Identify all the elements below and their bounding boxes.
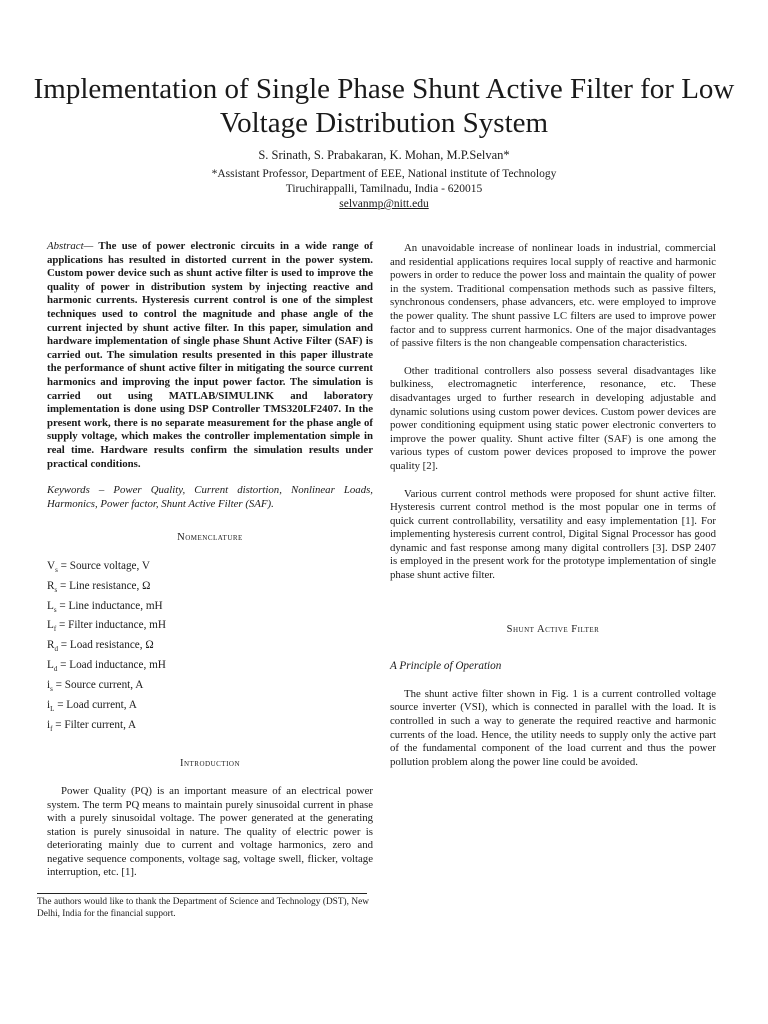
footnote: The authors would like to thank the Department of Science and Technology (DST), New Delhi, India for the financial support. [37, 897, 369, 919]
nomenclature-item: $R_d$ = Load resistance, Ω [47, 639, 154, 654]
nomenclature-item: $R_s$ = Line resistance, Ω [47, 579, 151, 594]
paper-title: Implementation of Single Phase Shunt Active Filter for Low Voltage Distribution System [33, 73, 735, 139]
nomenclature-item: $L_s$ = Line inductance, mH [47, 599, 163, 614]
intro-paragraph-4: Various current control methods were proposed for shunt active filter. Hysteresis current control method is the most popular one in terms of quick current controllability, versatility and easy implementation [1]. For implementing hysteresis current control, Digital Signal Processor has good dynamic and fast response among many digital controllers [3]. DSP 2407 is employed in the present work for the prototype implementation of single phase shunt active filter. [390, 487, 716, 582]
nomenclature-item: $V_s$ = Source voltage, V [47, 559, 150, 575]
saf-heading: Shunt Active Filter [506, 623, 600, 635]
right-column [390, 242, 716, 769]
nomenclature-item: $L_f$ = Filter inductance, mH [47, 619, 166, 634]
intro-paragraph-1: Power Quality (PQ) is an important measure of an electrical power system. The term PQ means to maintain purely sinusoidal current in phase with a purely sinusoidal voltage. The power generated at the generating station is purely sinusoidal in nature. The quality of electric power is deteriorating mainly due to current and voltage harmonics, zero and negative sequence components, voltage sag, voltage swell, flicker, voltage interruption, etc. [1]. [47, 784, 373, 879]
affiliation: *Assistant Professor, Department of EEE, National institute of Technology [211, 168, 557, 180]
nomenclature-item: $i_s$ = Source current, A [47, 678, 144, 694]
nomenclature-heading: Nomenclature [177, 532, 243, 544]
location: Tiruchirappalli, Tamilnadu, India - 620015 [285, 183, 483, 195]
nomenclature-item: $i_L$ = Load current, A [47, 698, 137, 713]
affiliation-block [0, 167, 768, 212]
abstract [47, 240, 373, 471]
author-email: selvanmp@nitt.edu [339, 198, 429, 210]
saf-paragraph: The shunt active filter shown in Fig. 1 is a current controlled voltage source inverter (VSI), which is connected in parallel with the load. It is controlled in such a way to generate the required reactive and harmonic currents of the load. Hence, the utility needs to supply only the active part of the fundamental component of the load current and thus the power pollution problem along the power line could be avoided. [390, 687, 716, 768]
footnote-divider [37, 893, 367, 894]
abstract-lead: Abstract— [47, 240, 94, 252]
introduction-heading: Introduction [179, 758, 241, 770]
intro-paragraph-3: Other traditional controllers also possess several disadvantages like bulkiness, electromagnetic interference, resonance, etc. These disadvantages urged to further research in developing adjustable and dynamic solutions using custom power devices. Custom power devices are power conditioning equipment using static power electronic converters to improve the power quality. Shunt active filter (SAF) is one among the various types of custom power devices proposed to improve the power quality [2]. [390, 364, 716, 472]
left-column [47, 240, 373, 880]
nomenclature-item: $L_d$ = Load inductance, mH [47, 659, 166, 674]
intro-paragraph-2: An unavoidable increase of nonlinear loads in industrial, commercial and residential applications requires local supply of reactive and harmonic powers in order to reduce the power loss and maintain the quality of power in the system. Traditional compensation methods such as passive filters, synchronous condensers, phase advancers, etc. were employed to improve the power quality. The shunt passive LC filters are used to improve power factor and to suppress current harmonics. One of the major disadvantages of passive filters is the non changeable compensation characteristics. [390, 242, 716, 350]
nomenclature-item: $i_f$ = Filter current, A [47, 718, 137, 733]
nomenclature-list [47, 559, 373, 737]
author-list: S. Srinath, S. Prabakaran, K. Mohan, M.P.Selvan* [258, 148, 510, 162]
keywords: Keywords – Power Quality, Current distortion, Nonlinear Loads, Harmonics, Power factor, Shunt Active Filter (SAF). [47, 484, 373, 510]
abstract-body: The use of power electronic circuits in a wide range of applications has resulted in distorted current in the power system. Custom power device such as shunt active filter is used to improve the quality of power in distribution system by injecting reactive and harmonic currents. Hysteresis current control is one of the simplest techniques used to control the magnitude and phase angle of the current injected by shunt active filter. In this paper, simulation and hardware implementation of single phase Shunt Active Filter (SAF) is carried out. The simulation results presented in this paper illustrate the performance of shunt active filter in mitigating the source current harmonics and improving the input power factor. The simulation is carried out using MATLAB/SIMULINK and laboratory implementation is done using DSP Controller TMS320LF2407. In the present work, there is no separate measurement for the phase angle of supply voltage, which makes the controller implementation simple in real time. Hardware results confirm the simulation results under practical conditions. [47, 240, 373, 470]
principle-subheading: A Principle of Operation [390, 660, 502, 673]
